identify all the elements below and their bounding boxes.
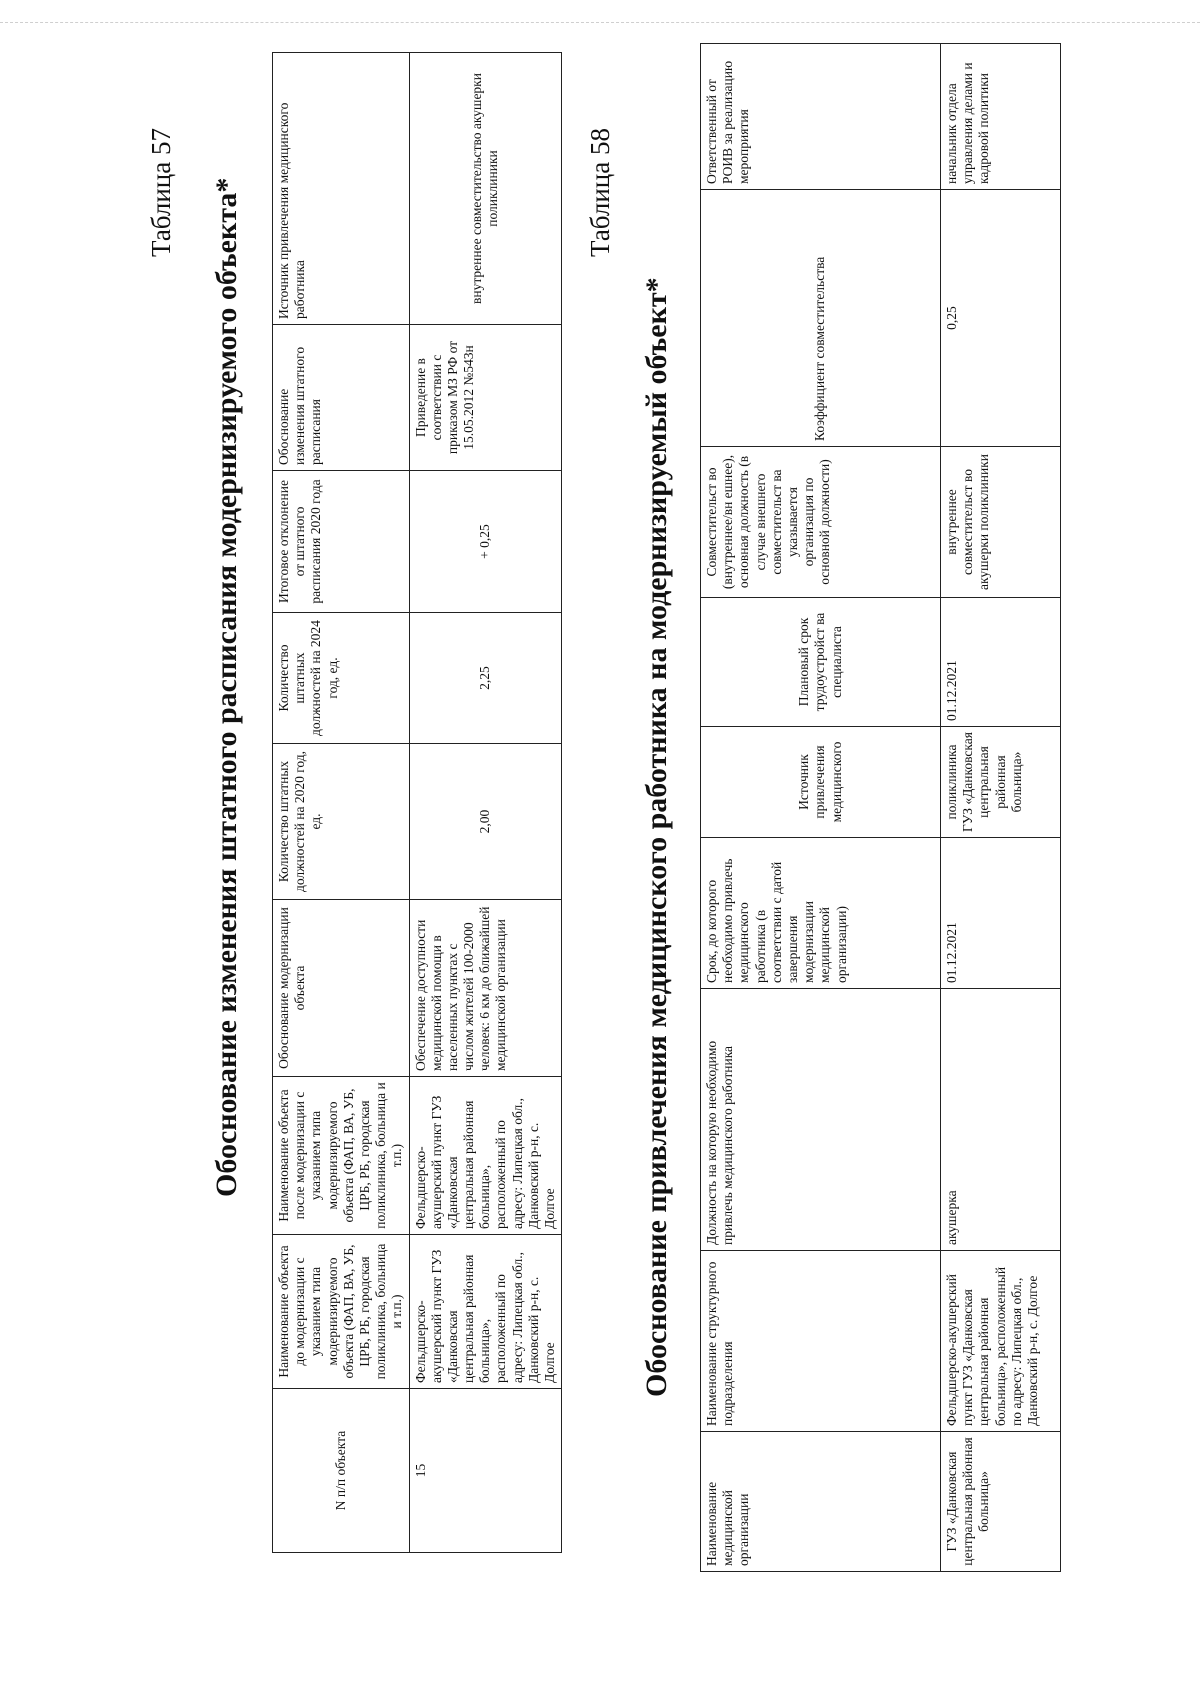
t57-cell: внутреннее совместительство акушерки поликлиники [409, 53, 562, 325]
t57-header-cell: Наименование объекта после модернизации с указанием типа модернизируемого объекта (ФАП, ВА, УБ, ЦРБ, РБ, городская поликлиника, больница и т.п.) [273, 1077, 410, 1235]
t57-header-cell: Количество штатных должностей на 2024 год, ед. [273, 613, 410, 744]
t58-header-cell: Наименование структурного подразделения [701, 1251, 941, 1432]
t57-header-cell: Итоговое отклонение от штатного расписания 2020 года [273, 471, 410, 613]
t57-header-cell: Количество штатных должностей на 2020 год, ед. [273, 744, 410, 900]
table-57-header-row [273, 53, 410, 1553]
table-58-header-row [701, 44, 941, 1572]
t57-cell: 2,00 [409, 744, 562, 900]
t57-cell: Приведение в соответствии с приказом МЗ РФ от 15.05.2012 №543н [409, 325, 562, 471]
t57-cell: 2,25 [409, 613, 562, 744]
table-57-row [409, 53, 562, 1553]
t57-cell: 15 [409, 1389, 562, 1553]
t58-cell: 01.12.2021 [941, 838, 1061, 989]
t58-header-cell: Срок, до которого необходимо привлечь медицинского работника (в соответствии с датой завершения модернизации медицинской организации) [701, 838, 941, 989]
t57-header-cell: Обоснование модернизации объекта [273, 900, 410, 1077]
t58-header-cell: Должность на которую необходимо привлечь медицинского работника [701, 989, 941, 1251]
t58-header-cell: Совместительст во (внутреннее/вн ешнее), основная должность (в случае внешнего совместительст ва указывается организация по основной должности) [701, 447, 941, 598]
table-58-row [941, 44, 1061, 1572]
t58-cell: начальник отдела управления делами и кадровой политики [941, 44, 1061, 190]
table-57-title: Обоснование изменения штатного расписания модернизируемого объекта* [210, 177, 243, 1197]
t57-header-cell: Наименование объекта до модернизации с указанием типа модернизируемого объекта (ФАП, ВА, УБ, ЦРБ, РБ, городская поликлиника, больница и т.п.) [273, 1235, 410, 1389]
t57-cell: Фельдшерско-акушерский пункт ГУЗ «Данковская центральная районная больница», расположенный по адресу: Липецкая обл., Данковский р-н, с. Долгое [409, 1077, 562, 1235]
t58-cell: 0,25 [941, 190, 1061, 447]
t58-cell: поликлиника ГУЗ «Данковская центральная районная больница» [941, 727, 1061, 838]
t57-header-cell: Обоснование изменения штатного расписания [273, 325, 410, 471]
table-57-label: Таблица 57 [146, 128, 176, 257]
t57-header-cell: N п/п объекта [273, 1389, 410, 1553]
t58-cell: внутреннее совместительст во акушерки поликлиники [941, 447, 1061, 598]
table-57 [272, 52, 562, 1553]
t57-cell: + 0,25 [409, 471, 562, 613]
t58-cell: 01.12.2021 [941, 598, 1061, 727]
table-58-label: Таблица 58 [585, 128, 615, 257]
t58-cell: акушерка [941, 989, 1061, 1251]
table-58-title: Обоснование привлечения медицинского работника на модернизируемый объект* [640, 277, 673, 1397]
t58-header-cell: Ответственный от РОИВ за реализацию мероприятия [701, 44, 941, 190]
t57-cell: Обеспечение доступности медицинской помощи в населенных пунктах с числом жителей 100-2000 человек: 6 км до ближайшей медицинской организации [409, 900, 562, 1077]
t58-header-cell: Наименование медицинской организации [701, 1432, 941, 1572]
t58-header-cell: Коэффициент совместительства [701, 190, 941, 447]
t57-cell: Фельдшерско-акушерский пункт ГУЗ «Данковская центральная районная больница», расположенный по адресу: Липецкая обл., Данковский р-н, с. Долгое [409, 1235, 562, 1389]
t58-cell: Фельдшерско-акушерский пункт ГУЗ «Данковская центральная районная больница», расположенный по адресу: Липецкая обл., Данковский р-н, с. Долгое [941, 1251, 1061, 1432]
t57-header-cell: Источник привлечения медицинского работника [273, 53, 410, 325]
t58-header-cell: Плановый срок трудоустройст ва специалиста [701, 598, 941, 727]
t58-header-cell: Источник привлечения медицинского [701, 727, 941, 838]
table-58 [700, 43, 1061, 1572]
t58-cell: ГУЗ «Данковская центральная районная больница» [941, 1432, 1061, 1572]
